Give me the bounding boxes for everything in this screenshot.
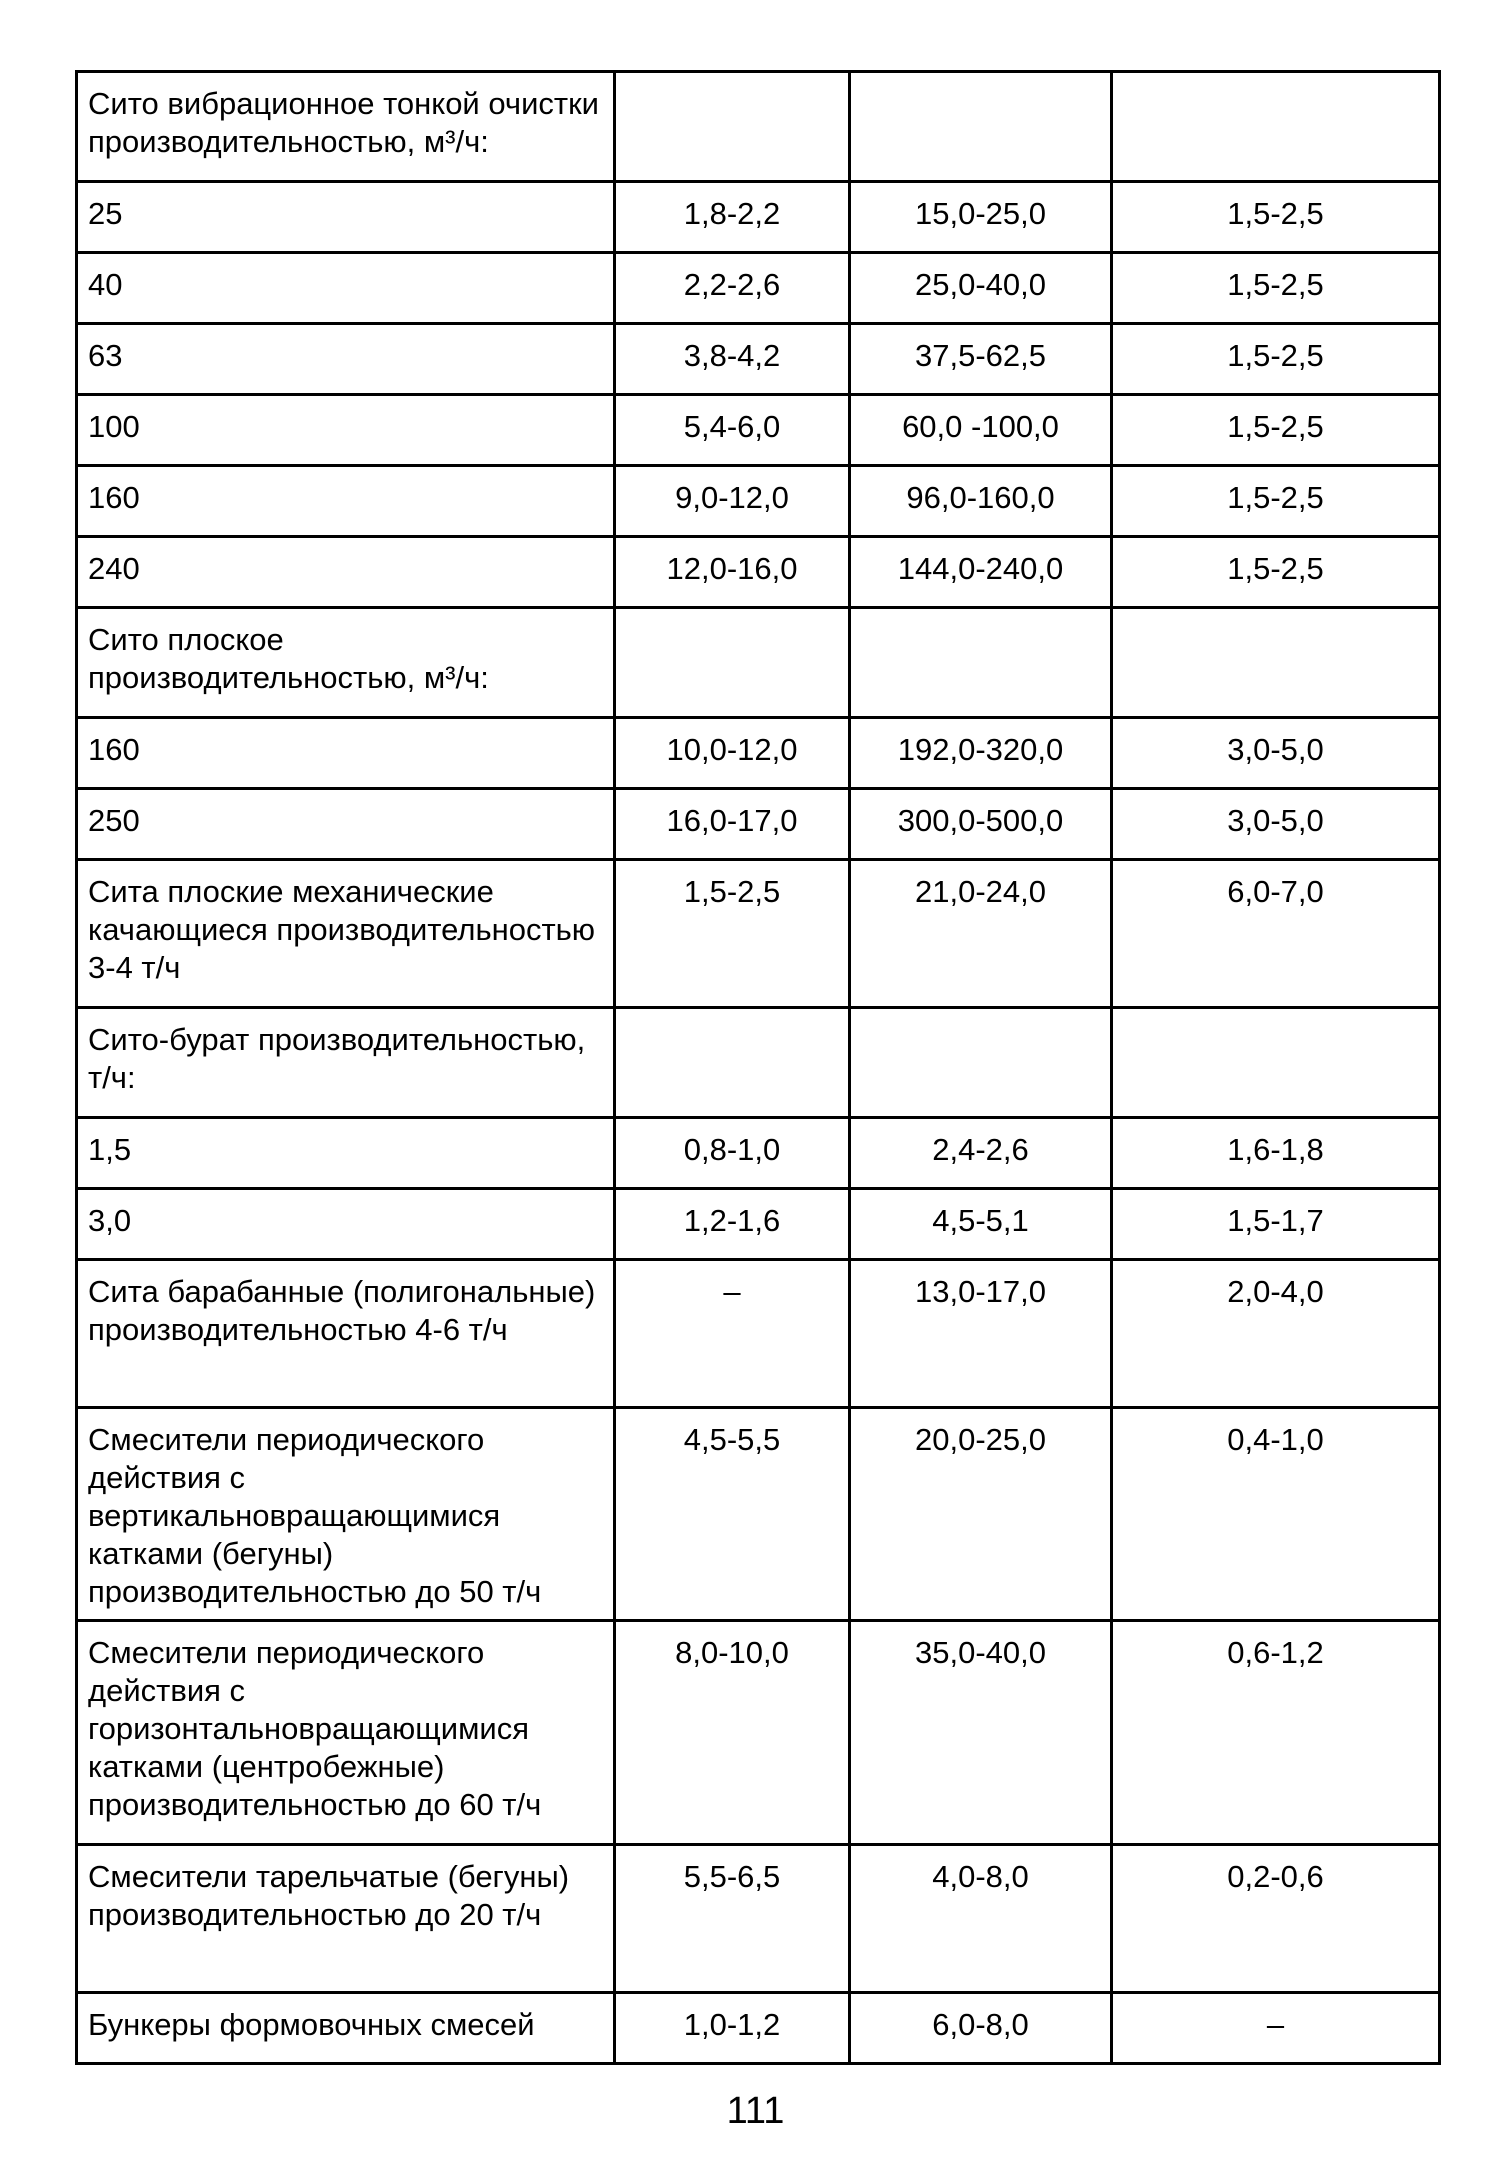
table-row xyxy=(77,1189,1440,1260)
table-row xyxy=(77,1621,1440,1845)
row-label-cell: 40 xyxy=(77,253,615,324)
page-number: 111 xyxy=(726,2090,785,2132)
table-row xyxy=(77,395,1440,466)
value-cell: 3,0-5,0 xyxy=(1112,789,1440,860)
row-label-cell: 1,5 xyxy=(77,1118,615,1189)
table-row xyxy=(77,608,1440,718)
value-cell: 13,0-17,0 xyxy=(850,1260,1112,1408)
value-cell: 0,2-0,6 xyxy=(1112,1845,1440,1993)
table-row xyxy=(77,718,1440,789)
table-row xyxy=(77,1008,1440,1118)
value-cell: 1,5-1,7 xyxy=(1112,1189,1440,1260)
value-cell: 0,6-1,2 xyxy=(1112,1621,1440,1845)
value-cell: – xyxy=(615,1260,850,1408)
table-row xyxy=(77,1408,1440,1621)
table-row xyxy=(77,1260,1440,1408)
table-row xyxy=(77,789,1440,860)
row-label-cell: Сита плоские механические качающиеся производительностью 3-4 т/ч xyxy=(77,860,615,1008)
value-cell: 4,0-8,0 xyxy=(850,1845,1112,1993)
row-label-cell: 240 xyxy=(77,537,615,608)
value-cell: 96,0-160,0 xyxy=(850,466,1112,537)
value-cell: 9,0-12,0 xyxy=(615,466,850,537)
row-label-cell: 160 xyxy=(77,466,615,537)
value-cell: 15,0-25,0 xyxy=(850,182,1112,253)
table-row xyxy=(77,1845,1440,1993)
value-cell: 5,5-6,5 xyxy=(615,1845,850,1993)
row-label-cell: Сито вибрационное тонкой очистки производительностью, м³/ч: xyxy=(77,72,615,182)
value-cell: 37,5-62,5 xyxy=(850,324,1112,395)
value-cell: 144,0-240,0 xyxy=(850,537,1112,608)
value-cell: 300,0-500,0 xyxy=(850,789,1112,860)
row-label-cell: 250 xyxy=(77,789,615,860)
value-cell xyxy=(615,72,850,182)
value-cell xyxy=(1112,608,1440,718)
value-cell: 25,0-40,0 xyxy=(850,253,1112,324)
row-label-cell: Сито-бурат производительностью, т/ч: xyxy=(77,1008,615,1118)
value-cell: 8,0-10,0 xyxy=(615,1621,850,1845)
value-cell: 1,5-2,5 xyxy=(1112,395,1440,466)
table-row xyxy=(77,860,1440,1008)
row-label-cell: Смесители периодического действия с горизонтальновращающимися катками (центробежные) производительностью до 60 т/ч xyxy=(77,1621,615,1845)
value-cell: 1,8-2,2 xyxy=(615,182,850,253)
value-cell: 60,0 -100,0 xyxy=(850,395,1112,466)
value-cell: 20,0-25,0 xyxy=(850,1408,1112,1621)
row-label-cell: 25 xyxy=(77,182,615,253)
value-cell: 5,4-6,0 xyxy=(615,395,850,466)
row-label-cell: Сито плоское производительностью, м³/ч: xyxy=(77,608,615,718)
value-cell xyxy=(1112,72,1440,182)
value-cell: 1,6-1,8 xyxy=(1112,1118,1440,1189)
value-cell xyxy=(615,608,850,718)
value-cell: 1,2-1,6 xyxy=(615,1189,850,1260)
value-cell: 192,0-320,0 xyxy=(850,718,1112,789)
table-row xyxy=(77,72,1440,182)
value-cell: 1,5-2,5 xyxy=(1112,466,1440,537)
row-label-cell: 160 xyxy=(77,718,615,789)
row-label-cell: Смесители тарельчатые (бегуны) производительностью до 20 т/ч xyxy=(77,1845,615,1993)
value-cell: 21,0-24,0 xyxy=(850,860,1112,1008)
row-label-cell: Бункеры формовочных смесей xyxy=(77,1993,615,2064)
value-cell: 12,0-16,0 xyxy=(615,537,850,608)
table-body xyxy=(77,72,1440,2064)
table-row xyxy=(77,466,1440,537)
value-cell: 2,4-2,6 xyxy=(850,1118,1112,1189)
value-cell xyxy=(850,1008,1112,1118)
value-cell: 3,0-5,0 xyxy=(1112,718,1440,789)
row-label-cell: 3,0 xyxy=(77,1189,615,1260)
value-cell xyxy=(850,72,1112,182)
table-row xyxy=(77,324,1440,395)
value-cell: 1,5-2,5 xyxy=(1112,537,1440,608)
value-cell: 1,5-2,5 xyxy=(1112,253,1440,324)
value-cell: 3,8-4,2 xyxy=(615,324,850,395)
value-cell: 0,8-1,0 xyxy=(615,1118,850,1189)
value-cell: 1,5-2,5 xyxy=(1112,182,1440,253)
value-cell: 16,0-17,0 xyxy=(615,789,850,860)
value-cell: 1,0-1,2 xyxy=(615,1993,850,2064)
value-cell xyxy=(850,608,1112,718)
value-cell: 2,0-4,0 xyxy=(1112,1260,1440,1408)
row-label-cell: 100 xyxy=(77,395,615,466)
value-cell xyxy=(615,1008,850,1118)
table-row xyxy=(77,1993,1440,2064)
table-row xyxy=(77,1118,1440,1189)
value-cell: 1,5-2,5 xyxy=(1112,324,1440,395)
equipment-table xyxy=(75,70,1441,2065)
value-cell xyxy=(1112,1008,1440,1118)
table-row xyxy=(77,182,1440,253)
value-cell: 4,5-5,5 xyxy=(615,1408,850,1621)
table-row xyxy=(77,537,1440,608)
value-cell: 1,5-2,5 xyxy=(615,860,850,1008)
value-cell: 10,0-12,0 xyxy=(615,718,850,789)
value-cell: 4,5-5,1 xyxy=(850,1189,1112,1260)
row-label-cell: Сита барабанные (полигональные) производительностью 4-6 т/ч xyxy=(77,1260,615,1408)
table-row xyxy=(77,253,1440,324)
value-cell: – xyxy=(1112,1993,1440,2064)
value-cell: 0,4-1,0 xyxy=(1112,1408,1440,1621)
value-cell: 6,0-8,0 xyxy=(850,1993,1112,2064)
row-label-cell: Смесители периодического действия с вертикальновращающимися катками (бегуны) производительностью до 50 т/ч xyxy=(77,1408,615,1621)
value-cell: 35,0-40,0 xyxy=(850,1621,1112,1845)
row-label-cell: 63 xyxy=(77,324,615,395)
value-cell: 2,2-2,6 xyxy=(615,253,850,324)
value-cell: 6,0-7,0 xyxy=(1112,860,1440,1008)
